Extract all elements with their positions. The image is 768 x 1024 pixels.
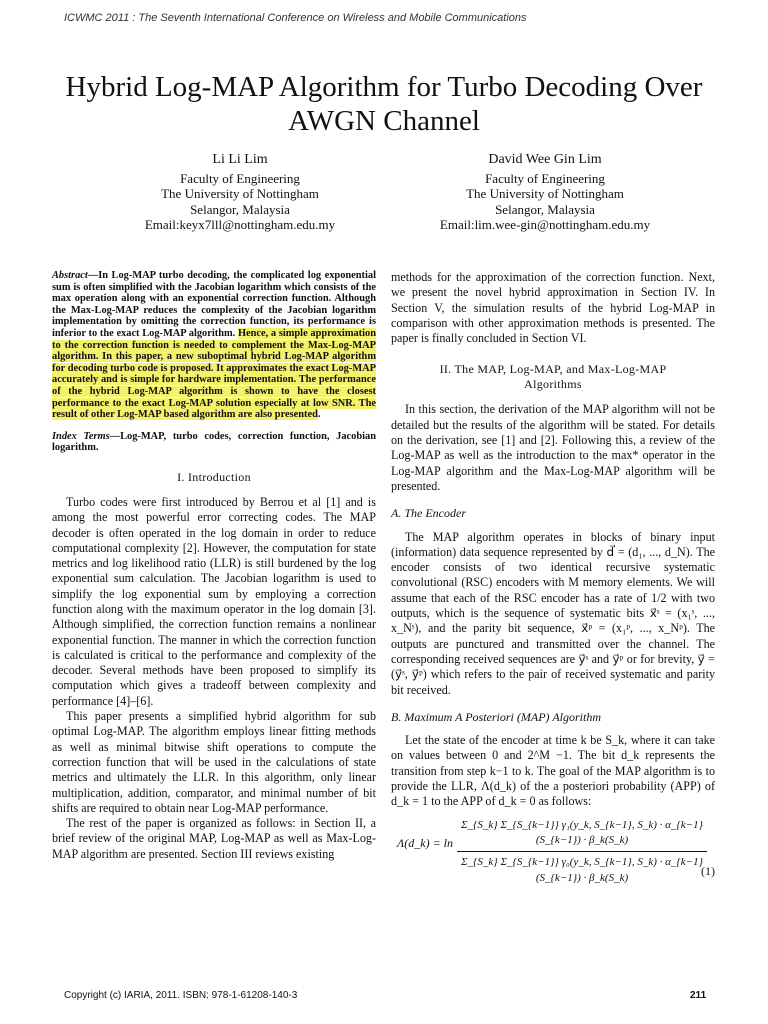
author-name: Li Li Lim: [212, 152, 268, 167]
author-location: Selangor, Malaysia: [190, 201, 290, 217]
equation-denominator: Σ_{S_k} Σ_{S_{k−1}} γ₀(y_k, S_{k−1}, S_k) · α_{k−1}(S_{k−1}) · β_k(S_k): [460, 856, 704, 884]
author-email: Email:lim.wee-gin@nottingham.edu.my: [439, 217, 651, 232]
section-heading-line2: Algorithms: [524, 377, 582, 392]
left-column: [52, 270, 376, 862]
index-terms-label: Index Terms: [52, 430, 110, 442]
section2-paragraph: In this section, the derivation of the MAP algorithm will not be detailed but the results of the algorithm will be stated. For details on the derivation, see [1] and [2]. Following this, a review of the Log-MAP as well as the introduction to the max* operator in the Log-MAP algorithm and the Max-Log-MAP algorithm will be presented.: [391, 402, 715, 493]
abstract-dash: —: [87, 270, 99, 281]
equation-numerator: Σ_{S_k} Σ_{S_{k−1}} γ₁(y_k, S_{k−1}, S_k) · α_{k−1}(S_{k−1}) · β_k(S_k): [457, 818, 707, 853]
author-location: Selangor, Malaysia: [495, 201, 595, 217]
equation-number: (1): [701, 863, 715, 878]
author-block-1: [75, 152, 405, 233]
intro-continuation: methods for the approximation of the correction function. Next, we present the novel hybrid approximation in Section IV. In Section V, the simulation results of the hybrid Log-MAP in comparison with other approximation methods is presented. The paper is finally concluded in Section VI.: [391, 270, 715, 346]
author-block-2: [380, 152, 710, 233]
abstract-end: .: [317, 409, 321, 421]
abstract-label: Abstract: [52, 270, 88, 281]
author-university: The University of Nottingham: [161, 186, 319, 201]
intro-paragraph-3: The rest of the paper is organized as follows: in Section II, a brief review of the original MAP, Log-MAP as well as Max-Log-MAP algorithm are presented. Section III reviews existing: [52, 816, 376, 861]
subsection-heading-map-algorithm: B. Maximum A Posteriori (MAP) Algorithm: [391, 709, 601, 724]
page-number: 211: [690, 990, 707, 1001]
conference-header: ICWMC 2011 : The Seventh International Conference on Wireless and Mobile Communications: [64, 12, 527, 24]
equation-1: [391, 818, 715, 884]
encoder-paragraph: The MAP algorithm operates in blocks of binary input (information) data sequence represented by d⃗ = (d₁, ..., d_N). The encoder consists of two identical recursive systematic convolutional (RSC) encoders with M memory elements. We will assume that each of the RSC encoder has a rate of 1/2 with two outputs, which is the sequence of systematic bits x⃗ˢ = (x₁ˢ, ..., x_Nˢ), and the parity bit sequence, x⃗ᵖ = (x₁ᵖ, ..., x_Nᵖ). The outputs are punctured and transmitted over the channel. The corresponding received sequences are y⃗ˢ and y⃗ᵖ or for brevity, y⃗ = (y⃗ˢ, y⃗ᵖ) which refers to the pair of received systematic and parity bit received.: [391, 529, 715, 697]
equation-fraction: [457, 818, 707, 886]
author-faculty: Faculty of Engineering: [485, 170, 605, 186]
author-email: Email:keyx7lll@nottingham.edu.my: [144, 217, 336, 232]
author-university: The University of Nottingham: [466, 186, 624, 201]
right-column: [391, 270, 715, 884]
section-heading-line1: II. The MAP, Log-MAP, and Max-Log-MAP: [439, 362, 667, 377]
author-faculty: Faculty of Engineering: [180, 170, 300, 186]
section-heading-map: [391, 362, 715, 392]
section-heading-introduction: I. Introduction: [177, 469, 251, 484]
index-terms-text: —Log-MAP, turbo codes, correction function, Jacobian logarithm.: [52, 430, 376, 454]
abstract-highlighted-text: Hence, a simple approximation to the correction function is needed to complement the Max-Log-MAP algorithm. In this paper, a new suboptimal hybrid Log-MAP algorithm for decoding turbo code is proposed. It approximates the exact Log-MAP accurately and is simple for hardware implementation. The performance of the hybrid Log-MAP algorithm is shown to have the closest performance to the exact Log-MAP solution especially at low SNR. The result of other Log-MAP based algorithm are also presented: [52, 327, 376, 421]
subsection-heading-encoder: A. The Encoder: [391, 506, 466, 521]
equation-lhs: Λ(d_k) = ln: [397, 835, 453, 850]
author-name: David Wee Gin Lim: [488, 152, 602, 167]
abstract-text: In Log-MAP turbo decoding, the complicated log exponential sum is often simplified with the Jacobian logarithm which consists of the max operation along with an exponential correction function. Although the Max-Log-MAP reduces the complexity of the Jacobian logarithm implementation by omitting the correction function, its performance is inferior to the exact Log-MAP algorithm.: [52, 270, 376, 339]
abstract: [52, 270, 376, 421]
paper-title: Hybrid Log-MAP Algorithm for Turbo Decoding Over AWGN Channel: [65, 71, 703, 137]
map-algorithm-paragraph: Let the state of the encoder at time k be S_k, where it can take on values between 0 and 2^M −1. The bit d_k represents the transition from step k−1 to k. The goal of the MAP algorithm is to provide the LLR, Λ(d_k) of the a posteriori probability (APP) of d_k = 1 to the APP of d_k = 0 as follows:: [391, 733, 715, 809]
intro-paragraph-2: This paper presents a simplified hybrid algorithm for sub optimal Log-MAP. The algorithm employs linear fitting methods as well as minimal bitwise shift operations to compute the correction function that will be used in the calculations of state metrics and ultimately the LLR. In this algorithm, only linear multiplication, addition, comparator, and minimal number of bit shifts are required to obtain near Log-MAP performance.: [52, 709, 376, 815]
footer-copyright: Copyright (c) IARIA, 2011. ISBN: 978-1-61208-140-3: [64, 990, 298, 1001]
index-terms: [52, 431, 376, 454]
intro-paragraph-1: Turbo codes were first introduced by Berrou et al [1] and is among the most powerful error correcting codes. The MAP decoder is often operated in the log domain in order to reduce computational complexity [2]. However, the computation for state metrics and log likelihood ratio (LLR) is still burdened by the log exponential sum calculation. The Jacobian logarithm is used to simplify the log exponential sum by employing a correction function along with the maximum operator in the log domain [3]. Although simplified, the correction function remains a nonlinear exponential function. The manner in which the correction function is calculated is critical to the performance and complexity of the decoder. Several methods have been proposed to simplify its computation which gives a tradeoff between complexity and performance [4]–[6].: [52, 494, 376, 708]
